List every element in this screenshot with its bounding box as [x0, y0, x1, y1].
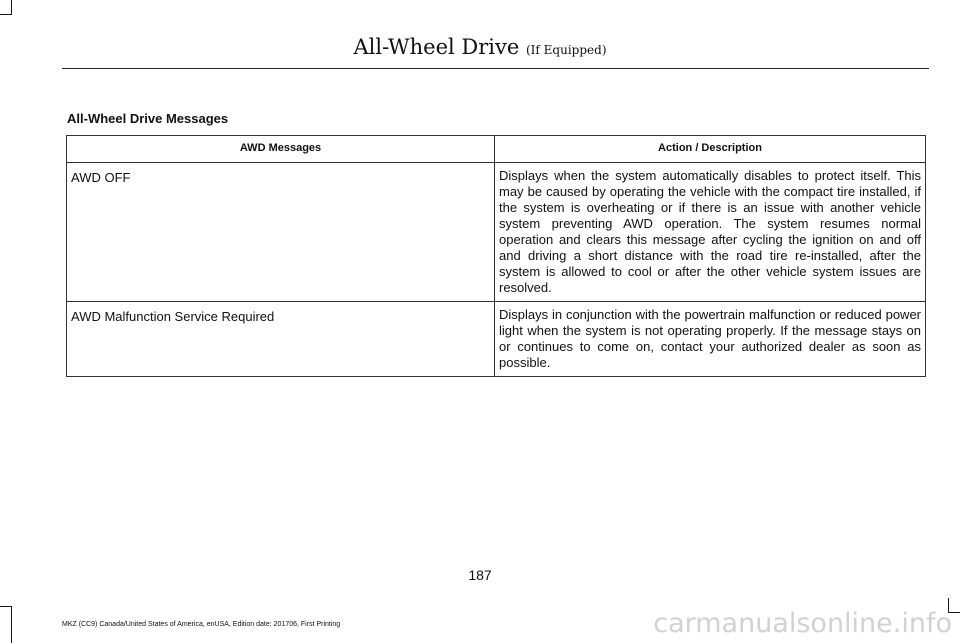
page-title: [0, 34, 960, 63]
description-cell: Displays when the system automatically disables to protect itself. This may be caused by operating the vehicle with the compact tire installed, if the system is overheating or if there is an issue with another vehicle system preventing AWD operation. The system resumes normal operation and clears this message after cycling the ignition on and off and driving a short distance with the road tire re-installed, after the system is allowed to cool or after the other vehicle system issues are resolved.: [495, 163, 926, 302]
section-heading: All-Wheel Drive Messages: [67, 111, 229, 126]
crop-mark-bottom-left-vertical: [11, 606, 12, 643]
page-title-subtitle: (If Equipped): [525, 43, 607, 57]
crop-mark-top-left-horizontal: [0, 14, 12, 15]
description-cell: Displays in conjunction with the powertrain malfunction or reduced power light when the system is not operating properly. If the message stays on or continues to come on, contact your authorized dealer as soon as possible.: [495, 302, 926, 377]
crop-mark-bottom-left-horizontal: [0, 606, 12, 607]
crop-mark-top-left-vertical: [11, 0, 12, 14]
column-header-description: Action / Description: [495, 136, 926, 163]
watermark-logo: carmanualsonline.info: [653, 608, 952, 639]
table-row: [67, 302, 926, 377]
page-number: 187: [468, 567, 492, 583]
edition-footer: MKZ (CC9) Canada/United States of America, enUSA, Edition date: 201706, First Printing: [62, 621, 341, 628]
awd-messages-table: [66, 135, 926, 377]
page-title-main: All-Wheel Drive: [353, 35, 520, 59]
header-divider: [62, 68, 929, 69]
message-cell: AWD Malfunction Service Required: [67, 302, 495, 377]
column-header-messages: AWD Messages: [67, 136, 495, 163]
table-row: [67, 163, 926, 302]
message-cell: AWD OFF: [67, 163, 495, 302]
table-header-row: [67, 136, 926, 163]
